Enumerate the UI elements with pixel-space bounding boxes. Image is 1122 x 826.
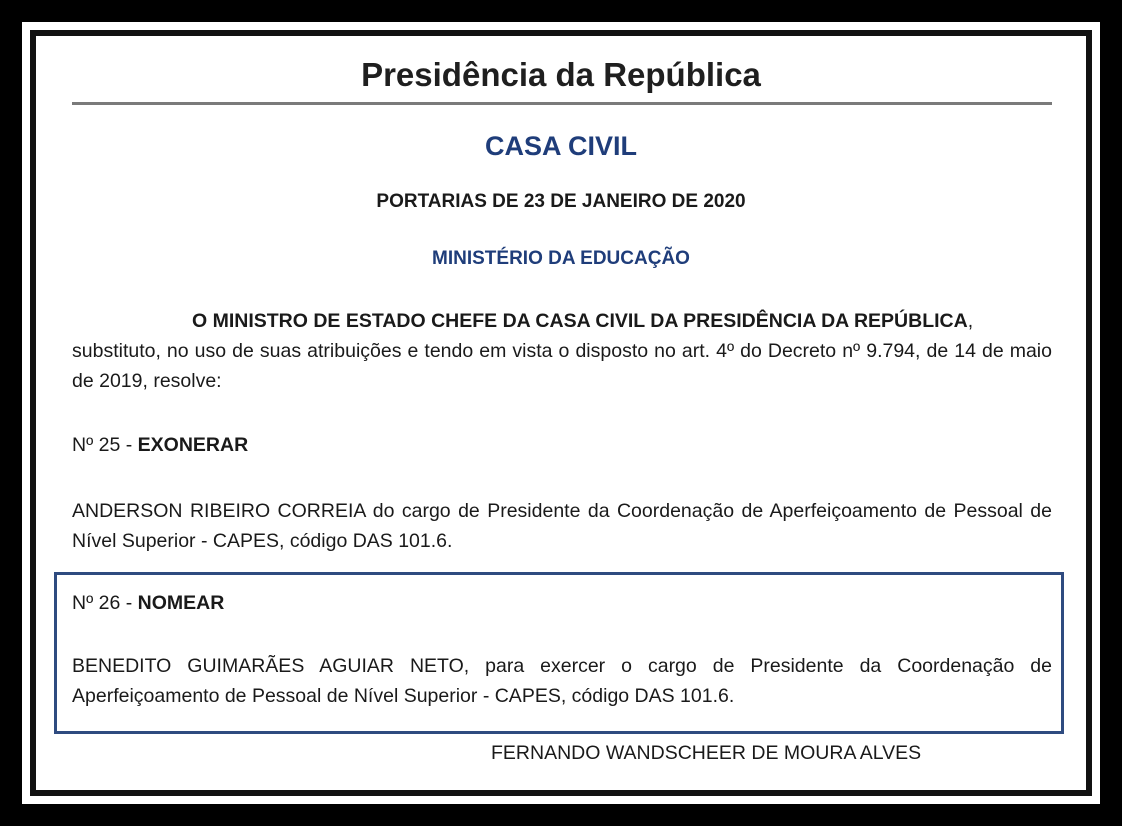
intro-text: substituto, no uso de suas atribuições e tendo em vista o disposto no art. 4º do Decreto nº 9.794, de 14 de maio de 2019, resolve: [72,340,1052,392]
authority-comma: , [967,310,974,332]
organization-title: Presidência da República [361,56,761,93]
item-26-heading [72,592,224,615]
intro-paragraph [72,306,1052,396]
item-25-heading [72,434,248,457]
act-title: PORTARIAS DE 23 DE JANEIRO DE 2020 [376,191,746,212]
document-page [36,36,1086,790]
item-number: Nº 26 - [72,592,138,614]
item-26-text: BENEDITO GUIMARÃES AGUIAR NETO, para exercer o cargo de Presidente da Coordenação de Aperfeiçoamento de Pessoal de Nível Superior - CAPES, código DAS 101.6. [72,655,1052,707]
authority-text: O MINISTRO DE ESTADO CHEFE DA CASA CIVIL DA PRESIDÊNCIA DA REPÚBLICA [192,310,968,332]
ministry-title: MINISTÉRIO DA EDUCAÇÃO [432,248,690,269]
item-25-text: ANDERSON RIBEIRO CORREIA do cargo de Presidente da Coordenação de Aperfeiçoamento de Pessoal de Nível Superior - CAPES, código DAS 101.6. [72,500,1052,552]
item-number: Nº 25 - [72,434,138,456]
item-action: NOMEAR [137,592,225,614]
signature: FERNANDO WANDSCHEER DE MOURA ALVES [491,742,922,764]
department-title: CASA CIVIL [484,131,637,161]
title-divider [72,102,1052,105]
item-action: EXONERAR [137,434,249,456]
